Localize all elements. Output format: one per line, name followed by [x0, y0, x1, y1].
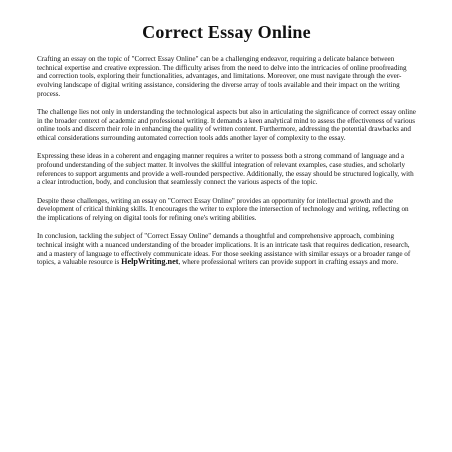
paragraph-2: The challenge lies not only in understanding the technological aspects but also in articulating the significance of correct essay online in the broader context of academic and professional writing. It demands a keen analytical mind to assess the effectiveness of various online tools and discern their role in enhancing the quality of written content. Furthermore, addressing the potential drawbacks and ethical considerations surrounding automated correction tools adds another layer of complexity to the essay.	[37, 108, 416, 143]
paragraph-1: Crafting an essay on the topic of "Correct Essay Online" can be a challenging endeavor, requiring a delicate balance between technical expertise and creative expression. The difficulty arises from the need to delve into the intricacies of online proofreading and correction tools, exploring their functionalities, advantages, and limitations. Moreover, one must navigate through the ever-evolving landscape of digital writing assistance, considering the diverse array of tools available and their impact on the writing process.	[37, 55, 407, 98]
paragraph-3: Expressing these ideas in a coherent and engaging manner requires a writer to possess both a strong command of language and a profound understanding of the subject matter. It involves the skillful integration of relevant examples, case studies, and scholarly references to support arguments and provide a well-rounded perspective. Additionally, the essay should be structured logically, with a clear introduction, body, and conclusion that seamlessly connect the various aspects of the topic.	[37, 152, 414, 187]
paragraph-4: Despite these challenges, writing an essay on "Correct Essay Online" provides an opportunity for intellectual growth and the development of critical thinking skills. It encourages the writer to explore the intersection of technology and writing, reflecting on the implications of relying on digital tools for refining one's writing abilities.	[37, 196, 409, 223]
helpwriting-link[interactable]: HelpWriting.net	[121, 257, 179, 267]
paragraph-5-text-after: , where professional writers can provide support in crafting essays and more.	[178, 258, 398, 267]
paragraph-5-text-before: In conclusion, tackling the subject of "Correct Essay Online" demands a thoughtful and comprehensive approach, combining technical insight with a nuanced understanding of the broader implications. It is an intricate task that requires dedication, research, and a mastery of language to effectively communicate ideas. For those seeking assistance with similar essays or a broader range of topics, a valuable resource is	[37, 232, 411, 267]
paragraph-5	[37, 232, 416, 267]
document-title: Correct Essay Online	[142, 22, 311, 42]
